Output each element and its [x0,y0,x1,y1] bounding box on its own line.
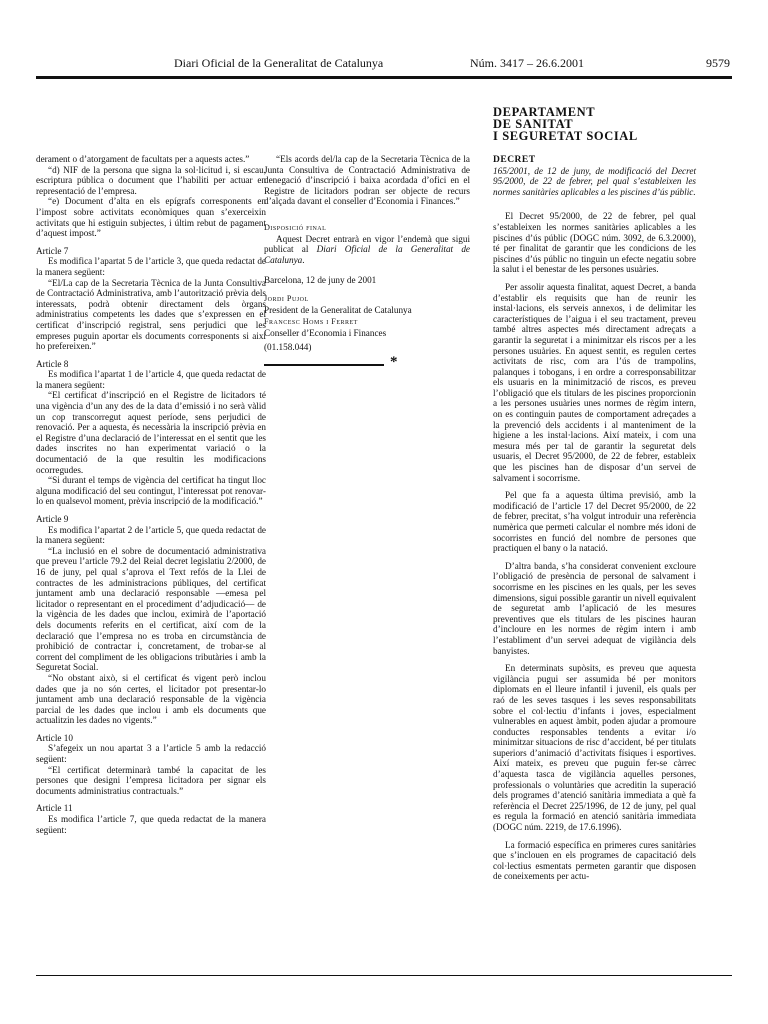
paragraph: “No obstant això, si el certificat és vigent però inclou dades que ja no són certes, el licitador pot presentar-lo juntament amb una declaració responsable de la vigència parcial de les dades que inclou i amb els documents que actualitzin les dades no vigents.” [36,672,266,726]
paragraph: Es modifica l’apartat 5 de l’article 3, que queda redactat de la manera següent: [36,256,266,277]
paragraph: D’altra banda, s’ha considerat convenient excloure l’obligació de presència de personal de salvament i socorrisme en les piscines en les quals, per les seves dimensions, sigui possible garantir un nivell equivalent de seguretat amb l’aplicació de les mesures preventives que els titulars de les piscines hauran d’incloure en les normes de règim intern i amb l’establiment d’un servei adequat de vigilància dels banyistes. [493,560,696,656]
final-provision-text-start: Aquest Decret entrarà en vigor l’endemà que sigui publicat al [264,233,470,255]
end-rule-line [264,364,384,366]
paragraph: “Els acords del/la cap de la Secretaria Tècnica de la Junta Consultiva de Contractació Administrativa de denegació d’inscripció i baixa acordada d’ofici en el Registre de licitadors podran ser objecte de recurs d’alçada davant el conseller d’Economia i Finances.” [264,154,470,207]
department-heading [493,106,696,142]
paragraph: derament o d’atorgament de facultats per a aquests actes.” [36,154,250,164]
signatory-role: Conseller d’Economia i Finances [264,327,387,338]
paragraph: Per assolir aquesta finalitat, aquest Decret, a banda d’establir els requisits que han de reunir les instal·lacions, els serveis annexos, i de delimitar les característiques de l’aigua i el seu tractament, preveu també altres aspectes més directament adreçats a garantir la seguretat i a minimitzar els riscos per a les persones usuàries. En aquest sentit, es regulen certes activitats de risc, com ara l’ús de trampolins, palanques i tobogans, i en ordre a corresponsabilitzar els usuaris en la minimització de riscos, es preveu l’obligació que els titulars de les piscines proporcionin a les persones usuàries unes normes de règim intern, on es continguin pautes de comportament adreçades a la prevenció dels accidents i al manteniment de la higiene a les instal·lacions. Així mateix, i com una mesura més per tal de garantir la seguretat dels usuaris, el Decret 95/2000, de 22 de febrer, estableix que les piscines han de disposar d’un servei de salvament i socorrisme. [493,281,696,483]
column-middle [264,154,470,373]
paragraph: La formació específica en primeres cures sanitàries que s’inclouen en els programes de capacitació dels col·lectius esmentats permeten garantir que disposen de coneixements per actu- [493,839,696,882]
article-heading: Article 10 [36,732,73,743]
paragraph: “El certificat d’inscripció en el Registre de licitadors té una vigència d’un any des de la data d’emissió i no serà vàlid un cop transcorregut aquest període, sens perjudici de renovació. Per a aquesta, és necessària la inscripció prèvia en el Registre d’una declaració de l’interessat en el sentit que les dades inscrites no han experimentat variació o la documentació de la que resultin les modificacions ocorregudes. [36,390,266,475]
signatory-name: Francesc Homs i Ferret [264,317,358,327]
paragraph: S’afegeix un nou apartat 3 a l’article 5 amb la redacció següent: [36,743,266,765]
column-left [36,154,266,835]
final-provision-text-end: . [302,254,305,265]
final-provision-heading: Disposició final [264,222,327,232]
department-line: I SEGURETAT SOCIAL [493,129,638,143]
signatory-role: President de la Generalitat de Catalunya [264,304,412,315]
paragraph: “El certificat determinarà també la capacitat de les persones que designi l’empresa licitadora per signar els documents administratius contractuals.” [36,764,266,796]
final-provision-text [264,234,470,266]
article-heading: Article 11 [36,803,73,814]
end-of-text-marker [264,353,470,373]
journal-title: Diari Oficial de la Generalitat de Catalunya [174,56,384,70]
article-heading: Article 7 [36,245,69,256]
place-date: Barcelona, 12 de juny de 2001 [264,275,377,286]
paragraph: En determinats supòsits, es preveu que aquesta vigilància pugui ser assumida bé per monitors diplomats en el lleure infantil i juvenil, els quals per raó de les seves tasques i les seves responsabilitats sobre el col·lectiu d’infants i joves, especialment vulnerables en aquest àmbit, poden ajudar a promoure conductes responsables tendents a evitar i/o minimitzar situacions de risc d’accident, bé per titulats superiors d’animació d’activitats físiques i esportives. Així mateix, es preveu que puguin fer-se càrrec d’aquesta tasca de vigilància aquelles persones, professionals o voluntàries que acreditin la superació dels programes d’atenció sanitària immediata a què fa referència el Decret 225/1996, de 12 de juny, pel qual es regula la formació en atenció sanitària immediata (DOGC núm. 2219, de 17.6.1996). [493,663,696,833]
page-header [36,56,732,74]
header-rule [36,76,732,79]
department-line: DEPARTAMENT [493,105,596,119]
footer-rule [36,975,732,976]
signatory-name: Jordi Pujol [264,293,309,303]
paragraph: “Si durant el temps de vigència del certificat ha tingut lloc alguna modificació del seu contingut, l’interessat pot renovar-lo en qualsevol moment, prèvia inscripció de la modificació.” [36,475,266,507]
reference-number: (01.158.044) [264,342,312,353]
paragraph: “d) NIF de la persona que signa la sol·licitud i, si escau, escriptura pública o document que l’habiliti per actuar en representació de l’empresa. [36,164,266,196]
paragraph: Pel que fa a aquesta última previsió, amb la modificació de l’article 17 del Decret 95/2000, de 22 de febrer, precitat, s’ha volgut introduir una referència numèrica que permeti calcular el nombre més idoni de socorristes en funció del nombre de persones que practiquen el bany o la natació. [493,490,696,554]
decree-title: 165/2001, de 12 de juny, de modificació del Decret 95/2000, de 22 de febrer, pel qual s’estableixen les normes sanitàries aplicables a les piscines d’ús públic. [493,165,696,197]
paragraph: Es modifica l’apartat 1 de l’article 4, que queda redactat de la manera següent: [36,369,266,390]
paragraph: “e) Document d’alta en els epígrafs corresponents en l’impost sobre activitats econòmiques quan s’exerceixin activitats que hi estiguin subjectes, i últim rebut de pagament d’aquest impost.” [36,196,266,239]
paragraph: Es modifica l’apartat 2 de l’article 5, que queda redactat de la manera següent: [36,524,266,546]
paragraph: Es modifica l’article 7, que queda redactat de la manera següent: [36,814,266,835]
issue-number: Núm. 3417 – 26.6.2001 [470,56,584,70]
department-line: DE SANITAT [493,117,574,131]
paragraph: El Decret 95/2000, de 22 de febrer, pel qual s’estableixen les normes sanitàries aplicables a les piscines d’ús públic (DOGC núm. 3092, de 6.3.2000), té per finalitat de garantir que les condicions de les piscines d’ús públic no tinguin un efecte negatiu sobre la salut i el benestar de les persones usuàries. [493,211,696,275]
journal-name-italic: Diari Oficial de la Generalitat de Catalunya [264,244,470,265]
page-number: 9579 [706,56,730,70]
article-heading: Article 9 [36,514,69,524]
paragraph: “El/La cap de la Secretaria Tècnica de la Junta Consultiva de Contractació Administrativa, amb l’autorització prèvia dels interessats, podrà obtenir directament dels òrgans administratius competents les dades que s’expressen en el certificat d’inscripció registral, sens perjudici que les empreses puguin aportar els documents corresponents si així ho prefereixen.” [36,277,266,352]
decree-label: DECRET [493,155,536,165]
column-right [493,106,696,882]
paragraph: “La inclusió en el sobre de documentació administrativa que preveu l’article 79.2 del Reial decret legislatiu 2/2000, de 16 de juny, pel qual s’aprova el Text refós de la Llei de contractes de les administracions públiques, del certificat juntament amb una declaració responsable —emesa pel licitador o representant en el procediment d’adjudicació— de la vigència de les dades que inclou, eximirà de l’aportació dels documents referits en el certificat, així com de la declaració que l’empresa no es troba en circumstància de prohibició de contractar i, concretament, de trobar-se al corrent del compliment de les obligacions tributàries i amb la Seguretat Social. [36,545,266,673]
article-heading: Article 8 [36,358,69,369]
asterisk-mark: * [390,353,398,370]
